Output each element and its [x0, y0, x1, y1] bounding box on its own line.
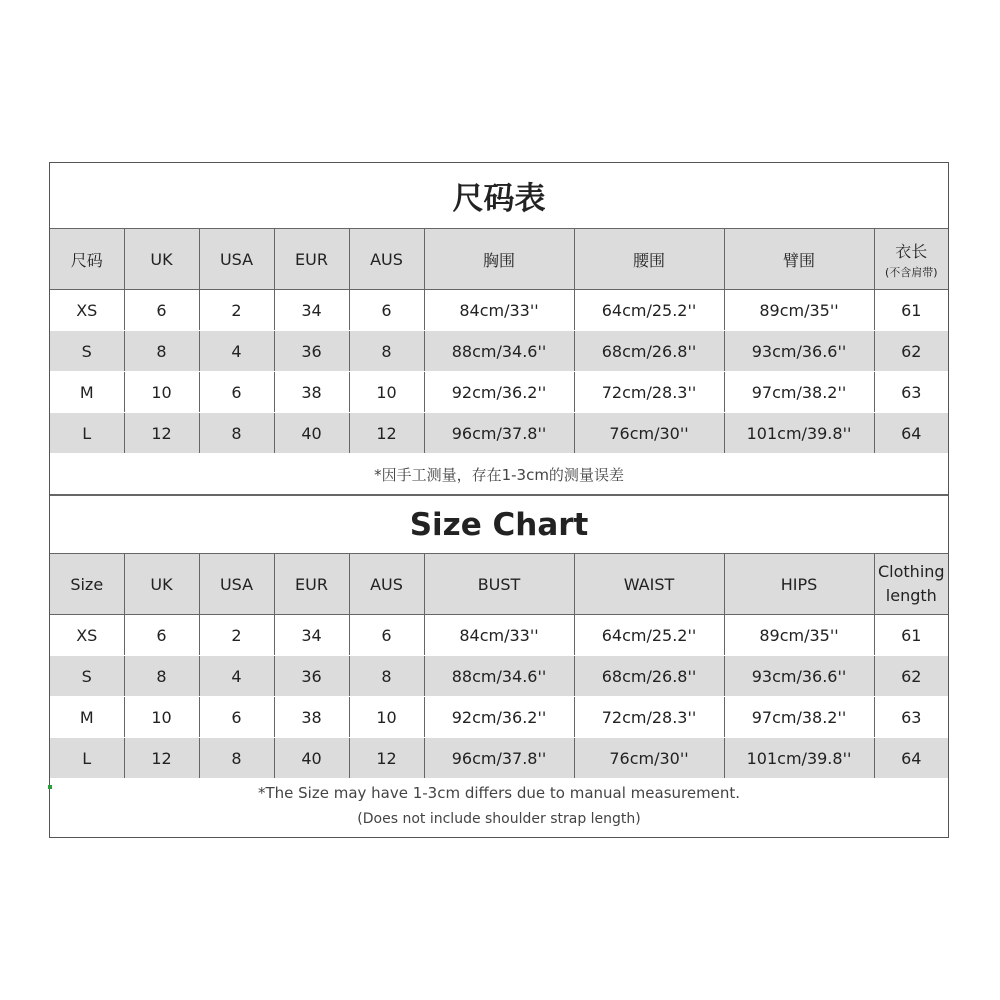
header-cell: 尺码: [50, 229, 124, 290]
table-cell: 64cm/25.2'': [574, 615, 724, 656]
header-cell: BUST: [424, 554, 574, 615]
table-cell: 76cm/30'': [574, 738, 724, 779]
table-row: [50, 290, 948, 331]
header-cell: AUS: [349, 229, 424, 290]
table-cell: 6: [124, 290, 199, 331]
header-cell: WAIST: [574, 554, 724, 615]
table-cell: 89cm/35'': [724, 615, 874, 656]
table-cell: 96cm/37.8'': [424, 413, 574, 454]
table-cell: 6: [349, 615, 424, 656]
table-cell: 36: [274, 656, 349, 697]
table-cell: 68cm/26.8'': [574, 331, 724, 372]
table-row: [50, 413, 948, 454]
table-cell: 97cm/38.2'': [724, 697, 874, 738]
table-row: [50, 331, 948, 372]
table-cell: 89cm/35'': [724, 290, 874, 331]
header-cell: UK: [124, 554, 199, 615]
table-cell: 8: [124, 656, 199, 697]
table-cell: L: [50, 738, 124, 779]
table-cell: 38: [274, 697, 349, 738]
table-cell: 4: [199, 331, 274, 372]
table-cell: 63: [874, 697, 948, 738]
table-cell: 84cm/33'': [424, 290, 574, 331]
header-cell: USA: [199, 229, 274, 290]
table-cell: 84cm/33'': [424, 615, 574, 656]
header-cell: EUR: [274, 554, 349, 615]
table-cell: XS: [50, 290, 124, 331]
table-cell: 101cm/39.8'': [724, 413, 874, 454]
table-row: [50, 615, 948, 656]
table-row: [50, 372, 948, 413]
table-cell: 40: [274, 738, 349, 779]
header-cell: 臂围: [724, 229, 874, 290]
table-cell: 8: [124, 331, 199, 372]
table-cell: M: [50, 372, 124, 413]
table-title-en: Size Chart: [50, 496, 948, 554]
table-cell: 12: [349, 738, 424, 779]
table-cell: 12: [124, 738, 199, 779]
measurement-note-en: [50, 779, 948, 834]
table-cell: 93cm/36.6'': [724, 331, 874, 372]
table-cell: 72cm/28.3'': [574, 697, 724, 738]
table-cell: 96cm/37.8'': [424, 738, 574, 779]
strap-note-text: (Does not include shoulder strap length): [357, 811, 641, 827]
chinese-size-table: [50, 163, 948, 495]
header-cell: Size: [50, 554, 124, 615]
table-cell: 61: [874, 290, 948, 331]
table-cell: S: [50, 656, 124, 697]
table-cell: 76cm/30'': [574, 413, 724, 454]
table-cell: 61: [874, 615, 948, 656]
table-cell: 8: [349, 656, 424, 697]
table-cell: 38: [274, 372, 349, 413]
green-marker: [48, 785, 52, 789]
english-size-table: [50, 495, 948, 833]
table-cell: 88cm/34.6'': [424, 656, 574, 697]
header-cell: EUR: [274, 229, 349, 290]
table-cell: 10: [124, 697, 199, 738]
header-cell: UK: [124, 229, 199, 290]
table-cell: 101cm/39.8'': [724, 738, 874, 779]
table-row: [50, 697, 948, 738]
header-cell: HIPS: [724, 554, 874, 615]
table-cell: 6: [349, 290, 424, 331]
table-cell: S: [50, 331, 124, 372]
table-cell: 92cm/36.2'': [424, 372, 574, 413]
header-cell-length: [874, 229, 948, 290]
header-cell: AUS: [349, 554, 424, 615]
measurement-note-cn: *因手工测量，存在1-3cm的测量误差: [50, 454, 948, 495]
size-chart: [49, 162, 949, 838]
table-cell: 2: [199, 290, 274, 331]
header-row-en: [50, 554, 948, 615]
table-cell: 72cm/28.3'': [574, 372, 724, 413]
table-row: [50, 738, 948, 779]
table-cell: 10: [124, 372, 199, 413]
table-cell: 36: [274, 331, 349, 372]
table-cell: 6: [199, 372, 274, 413]
header-cell: 胸围: [424, 229, 574, 290]
table-cell: 2: [199, 615, 274, 656]
table-cell: 34: [274, 290, 349, 331]
table-cell: 6: [124, 615, 199, 656]
table-cell: 10: [349, 697, 424, 738]
measurement-note-text: *The Size may have 1-3cm differs due to manual measurement.: [257, 784, 741, 802]
header-row-cn: [50, 229, 948, 290]
table-cell: 8: [199, 413, 274, 454]
table-cell: 10: [349, 372, 424, 413]
table-cell: XS: [50, 615, 124, 656]
table-cell: 63: [874, 372, 948, 413]
table-cell: 12: [349, 413, 424, 454]
header-length-label: 衣长: [895, 241, 928, 261]
table-cell: 62: [874, 656, 948, 697]
table-cell: 4: [199, 656, 274, 697]
table-cell: 93cm/36.6'': [724, 656, 874, 697]
table-cell: 34: [274, 615, 349, 656]
header-length-sublabel: (不含肩带): [884, 265, 938, 279]
table-cell: 8: [199, 738, 274, 779]
table-cell: 88cm/34.6'': [424, 331, 574, 372]
header-cell-length: Clothing length: [874, 554, 948, 615]
table-row: [50, 656, 948, 697]
rows-cn: [50, 290, 948, 454]
table-cell: L: [50, 413, 124, 454]
table-cell: 40: [274, 413, 349, 454]
table-cell: 64: [874, 413, 948, 454]
table-cell: 97cm/38.2'': [724, 372, 874, 413]
header-cell: USA: [199, 554, 274, 615]
table-cell: 62: [874, 331, 948, 372]
table-title-cn: 尺码表: [50, 163, 948, 229]
table-cell: 12: [124, 413, 199, 454]
table-cell: 8: [349, 331, 424, 372]
header-cell: 腰围: [574, 229, 724, 290]
table-cell: 68cm/26.8'': [574, 656, 724, 697]
table-cell: M: [50, 697, 124, 738]
table-cell: 92cm/36.2'': [424, 697, 574, 738]
rows-en: [50, 615, 948, 779]
table-cell: 64: [874, 738, 948, 779]
table-cell: 6: [199, 697, 274, 738]
table-cell: 64cm/25.2'': [574, 290, 724, 331]
